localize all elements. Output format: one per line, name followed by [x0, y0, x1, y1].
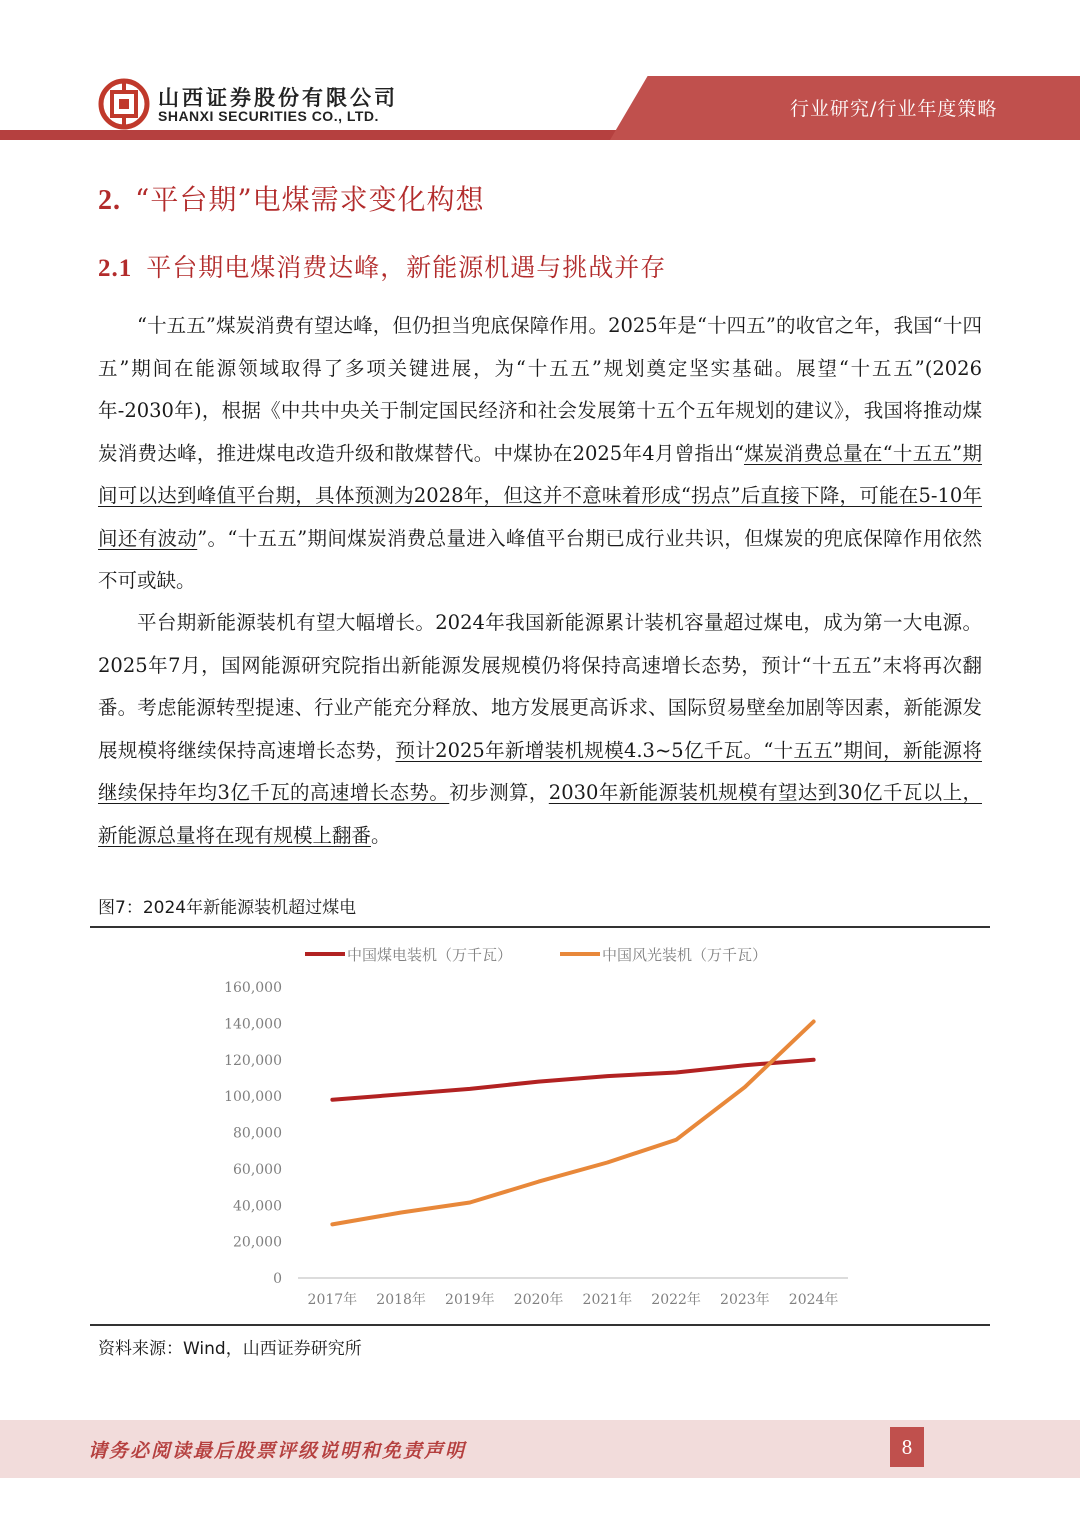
underlined-forecast: 2030年新能源装机规模有望达到30亿千瓦以上，新能源总量将在现有规模上翻番: [98, 781, 982, 847]
figure-bottom-rule: [90, 1324, 990, 1326]
y-tick-label: 0: [273, 1271, 282, 1287]
y-tick-label: 60,000: [233, 1161, 282, 1178]
paragraph-new-energy: [98, 602, 982, 857]
paragraph-text: ”。“十五五”期间煤炭消费总量进入峰值平台期已成行业共识，但煤炭的兜底保障作用依然不可或缺。: [98, 526, 982, 592]
x-tick-label: 2018年: [376, 1292, 426, 1308]
line-chart: [200, 935, 860, 1320]
paragraph-text: 初步测算，: [449, 781, 549, 804]
subsection-number: 2.1: [98, 255, 133, 282]
underlined-quote: 煤炭消费总量在“十五五”期间可以达到峰值平台期，具体预测为2028年，但这并不意味着形成“拐点”后直接下降，可能在5-10年间还有波动: [98, 441, 982, 550]
paragraph-text: 平台期新能源装机有望大幅增长。2024年我国新能源累计装机容量超过煤电，成为第一大电源。2025年7月，国网能源研究院指出新能源发展规模仍将保持高速增长态势，预计“十五五”末将再次翻番。考虑能源转型提速、行业产能充分释放、地方发展更高诉求、国际贸易壁垒加剧等因素，新能源发展规模将继续保持高速增长态势，: [98, 611, 982, 762]
series-line-2: [332, 1022, 813, 1225]
x-tick-label: 2020年: [513, 1292, 564, 1308]
paragraph-text: “十五五”煤炭消费有望达峰，但仍担当兜底保障作用。2025年是“十四五”的收官之年，我国“十四五”期间在能源领域取得了多项关键进展，为“十五五”规划奠定坚实基础。展望“十五五”(2026年-2030年)，根据《中共中央关于制定国民经济和社会发展第十五个五年规划的建议》，我国将推动煤炭消费达峰，推进煤电改造升级和散煤替代。中煤协在2025年4月曾指出“: [98, 314, 982, 465]
x-tick-label: 2019年: [445, 1292, 495, 1308]
x-tick-label: 2024年: [788, 1292, 839, 1308]
x-tick-label: 2023年: [720, 1292, 770, 1308]
company-logo-icon: [98, 78, 150, 130]
legend-label-2: 中国风光装机（万千瓦）: [602, 946, 768, 964]
y-tick-label: 140,000: [224, 1016, 282, 1033]
y-tick-label: 160,000: [224, 980, 282, 996]
figure-top-rule: [90, 926, 990, 928]
header-category: 行业研究/行业年度策略: [790, 98, 998, 120]
y-tick-label: 80,000: [233, 1125, 282, 1142]
paragraph-text: 。: [371, 823, 391, 847]
disclaimer-text: 请务必阅读最后股票评级说明和免责声明: [88, 1440, 467, 1462]
y-tick-label: 40,000: [233, 1198, 282, 1215]
underlined-forecast: 预计2025年新增装机规模4.3~5亿千瓦。“十五五”期间，新能源将继续保持年均3亿千瓦的高速增长态势。: [98, 738, 982, 804]
subsection-title: 平台期电煤消费达峰，新能源机遇与挑战并存: [146, 253, 667, 282]
section-number: 2.: [98, 185, 121, 216]
x-tick-label: 2017年: [307, 1292, 358, 1308]
company-name-en: SHANXI SECURITIES CO., LTD.: [158, 108, 379, 124]
figure-source: 资料来源：Wind，山西证券研究所: [98, 1339, 362, 1359]
legend-label-1: 中国煤电装机（万千瓦）: [347, 946, 513, 964]
x-tick-label: 2022年: [651, 1292, 701, 1308]
company-name-cn: 山西证券股份有限公司: [158, 86, 398, 110]
figure-title: 图7：2024年新能源装机超过煤电: [98, 898, 357, 918]
y-tick-label: 20,000: [233, 1234, 282, 1251]
page-header: [0, 0, 1080, 150]
section-heading: [98, 178, 485, 218]
y-tick-label: 120,000: [224, 1052, 282, 1069]
x-tick-label: 2021年: [582, 1292, 633, 1308]
subsection-heading: [98, 248, 666, 284]
y-tick-label: 100,000: [224, 1089, 282, 1106]
paragraph-coal-peak: [98, 305, 982, 603]
section-title: “平台期”电煤需求变化构想: [135, 183, 485, 216]
series-line-1: [332, 1060, 813, 1100]
page-number: 8: [890, 1427, 924, 1467]
